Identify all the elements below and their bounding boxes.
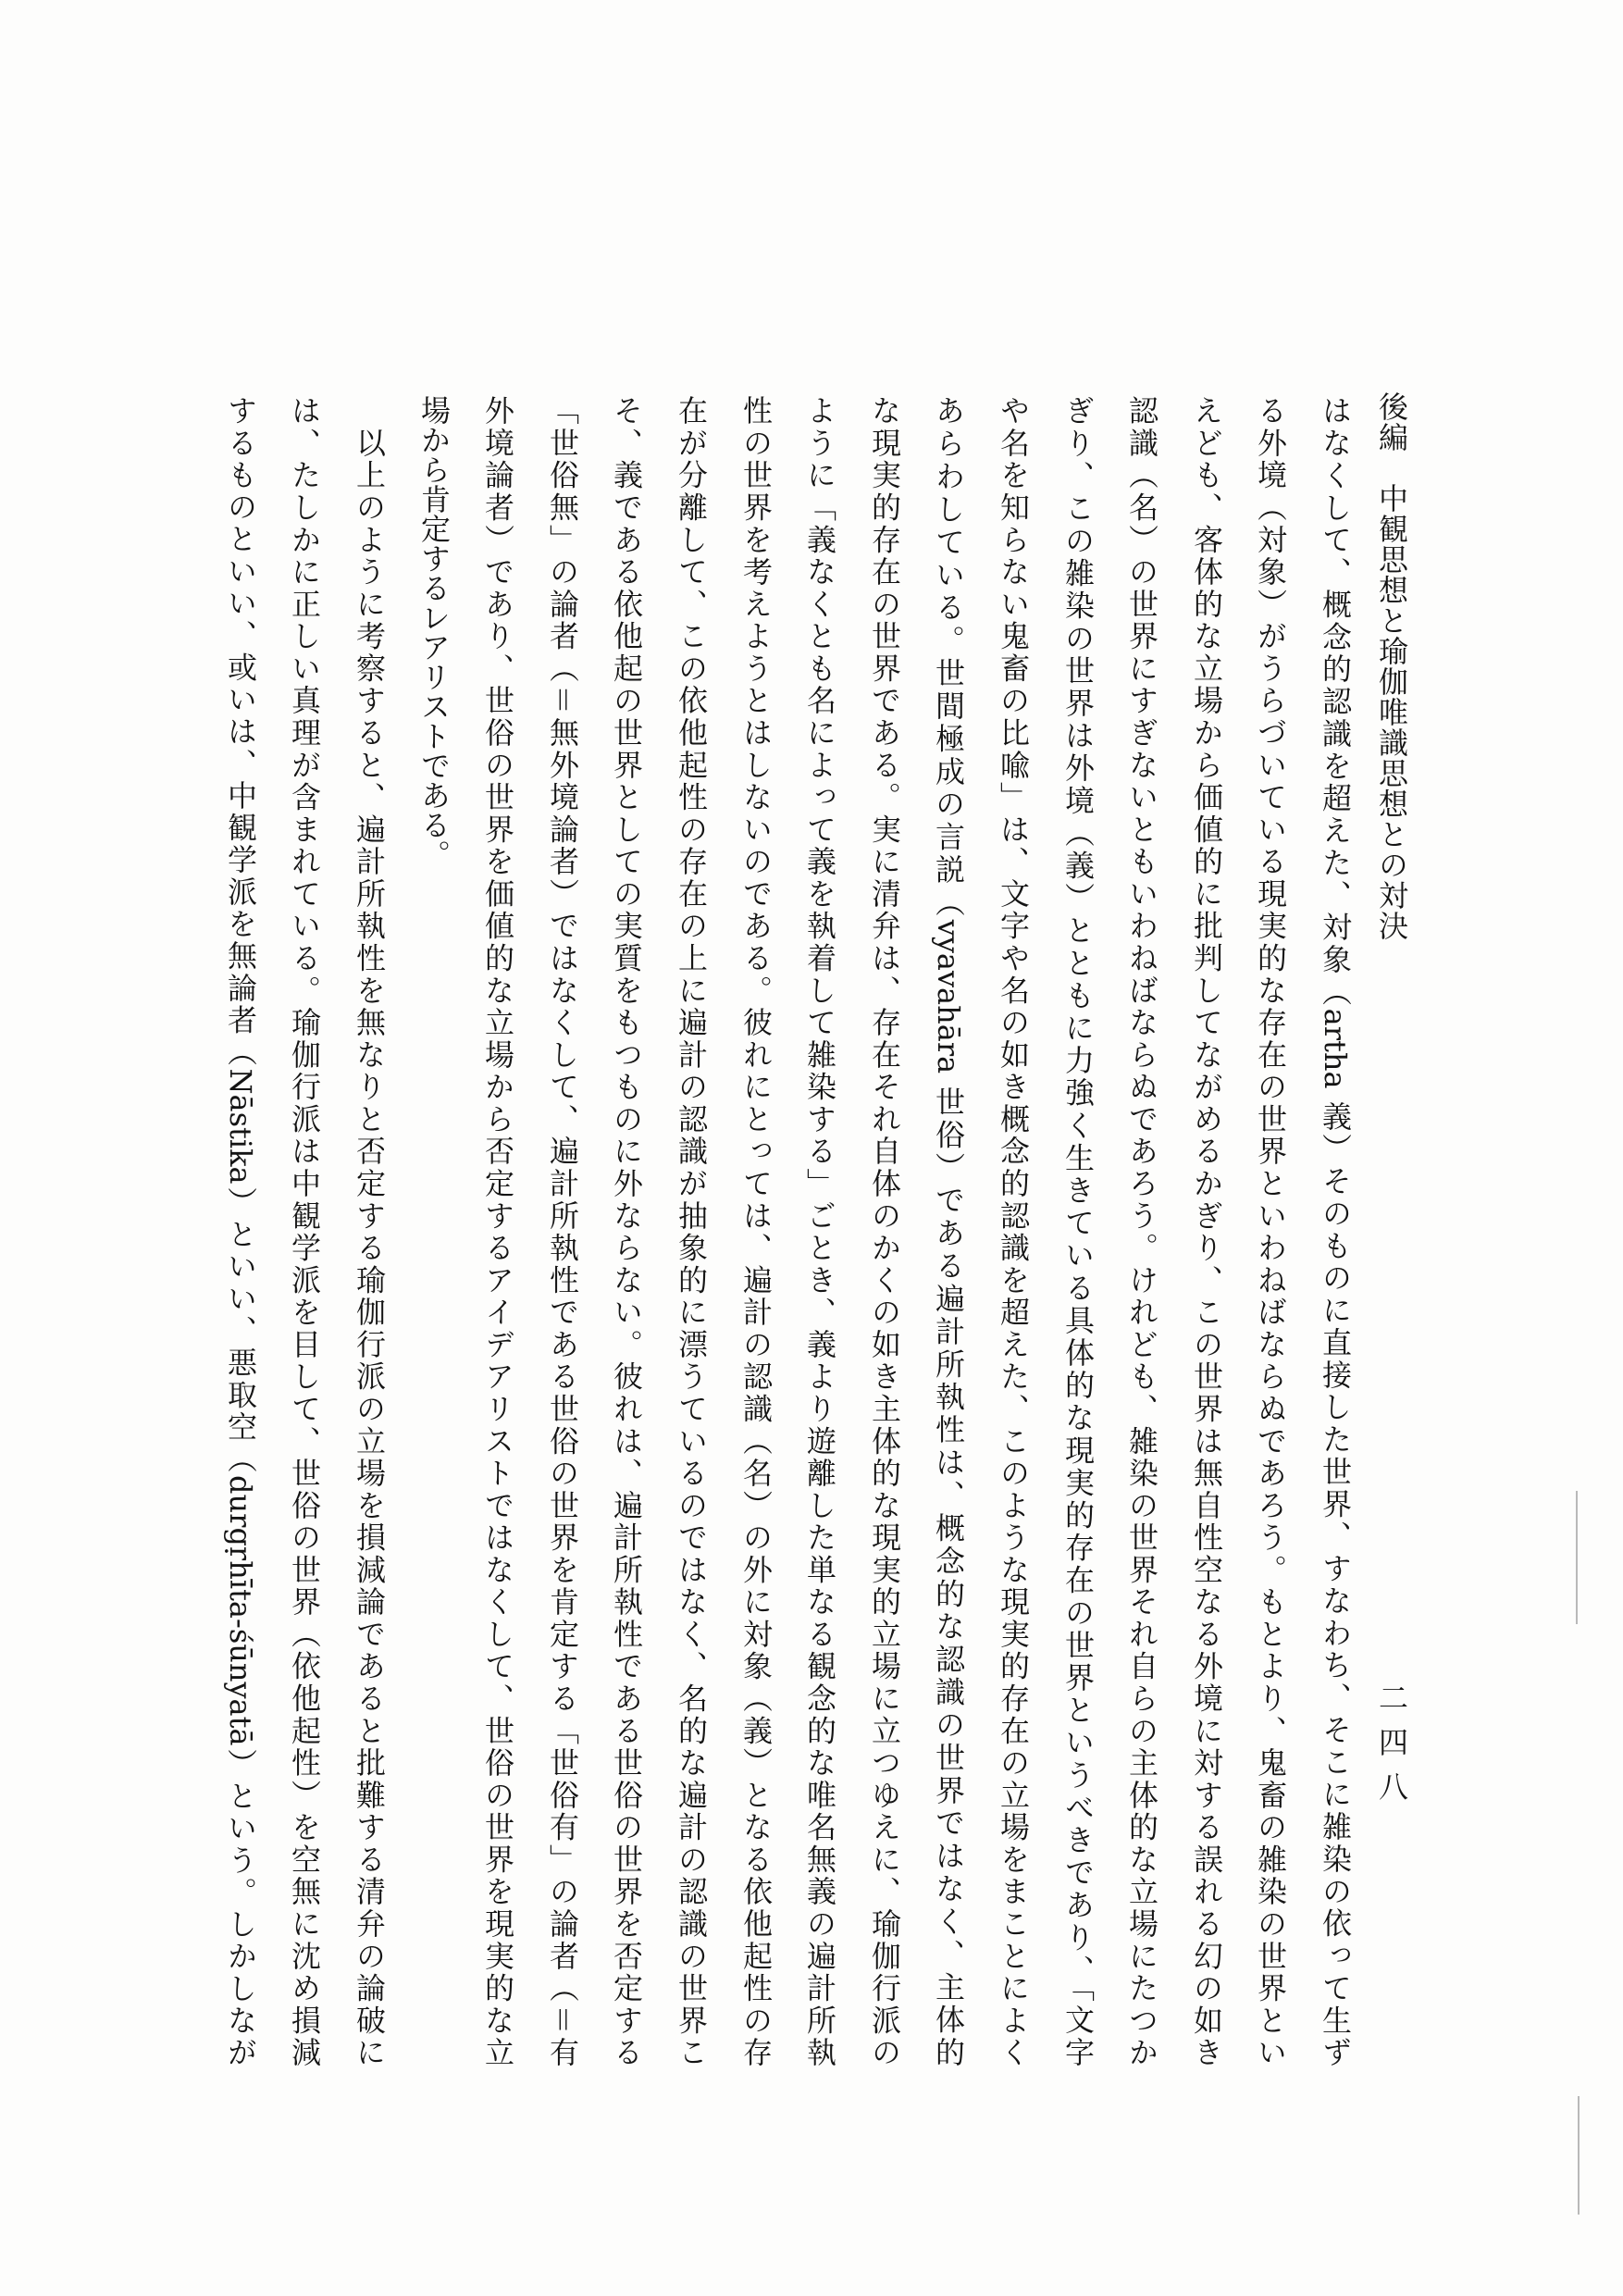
body-text-line: ぎり、この雑染の世界は外境（義）とともに力強く生きている具体的な現実的存在の世界というべきであり、「文字: [1060, 395, 1096, 2066]
body-text-line: 以上のように考察すると、遍計所執性を無なりと否定する瑜伽行派の立場を損減論であると批難する清弁の論破に: [352, 395, 387, 2066]
body-text-line: 性の世界を考えようとはしないのである。彼れにとっては、遍計の認識（名）の外に対象（義）となる依他起性の存: [738, 395, 774, 2066]
body-text-line: 「世俗無」の論者（＝無外境論者）ではなくして、遍計所執性である世俗の世界を肯定する「世俗有」の論者（＝有: [545, 395, 580, 2066]
body-text-line: は、たしかに正しい真理が含まれている。瑜伽行派は中観学派を目して、世俗の世界（依他起性）を空無に沈め損減: [287, 395, 322, 2066]
body-text-line: そ、義である依他起の世界としての実質をもつものに外ならない。彼れは、遍計所執性である世俗の世界を否定する: [609, 395, 644, 2066]
page-number: 二四八: [1374, 1682, 1409, 1816]
body-text-line: ように「義なくとも名によって義を執着して雑染する」ごとき、義より遊離した単なる観念的な唯名無義の遍計所執: [802, 395, 837, 2066]
body-text-line: 在が分離して、この依他起性の存在の上に遍計の認識が抽象的に漂うているのではなく、名的な遍計の認識の世界こ: [674, 395, 709, 2066]
body-text-line: る外境（対象）がうらづいている現実的な存在の世界といわねばならぬであろう。もとより、鬼畜の雑染の世界とい: [1253, 395, 1288, 2066]
body-text-line: 認識（名）の世界にすぎないともいわねばならぬであろう。けれども、雑染の世界それ自らの主体的な立場にたつか: [1124, 395, 1159, 2066]
scan-artifact-line: [1576, 1491, 1578, 1624]
body-text-line: はなくして、概念的認識を超えた、対象（artha 義）そのものに直接した世界、すなわち、そこに雑染の依って生ず: [1318, 395, 1353, 2066]
running-head: 後編 中観思想と瑜伽唯識思想との対決: [1374, 391, 1409, 941]
scan-artifact-line: [1578, 2096, 1580, 2215]
body-text-line: 外境論者）であり、世俗の世界を価値的な立場から否定するアイデアリストではなくして、世俗の世界を現実的な立: [480, 395, 515, 2066]
body-text-line: な現実的存在の世界である。実に清弁は、存在それ自体のかくの如き主体的な現実的立場に立つゆえに、瑜伽行派の: [867, 395, 902, 2066]
body-text-line: や名を知らない鬼畜の比喩」は、文字や名の如き概念的認識を超えた、このような現実的存在の立場をまことによく: [996, 395, 1031, 2066]
body-text-line: えども、客体的な立場から価値的に批判してながめるかぎり、この世界は無自性空なる外境に対する誤れる幻の如き: [1189, 395, 1224, 2066]
body-text-line: 場から肯定するレアリストである。: [416, 395, 452, 869]
body-text-line: あらわしている。世間極成の言説（vyavahāra 世俗）である遍計所執性は、概念的な認識の世界ではなく、主体的: [931, 395, 966, 2066]
body-text-line: するものといい、或いは、中観学派を無論者（Nāstika）といい、悪取空（durgṛhīta-śūnyatā）という。しかしなが: [223, 395, 258, 2066]
